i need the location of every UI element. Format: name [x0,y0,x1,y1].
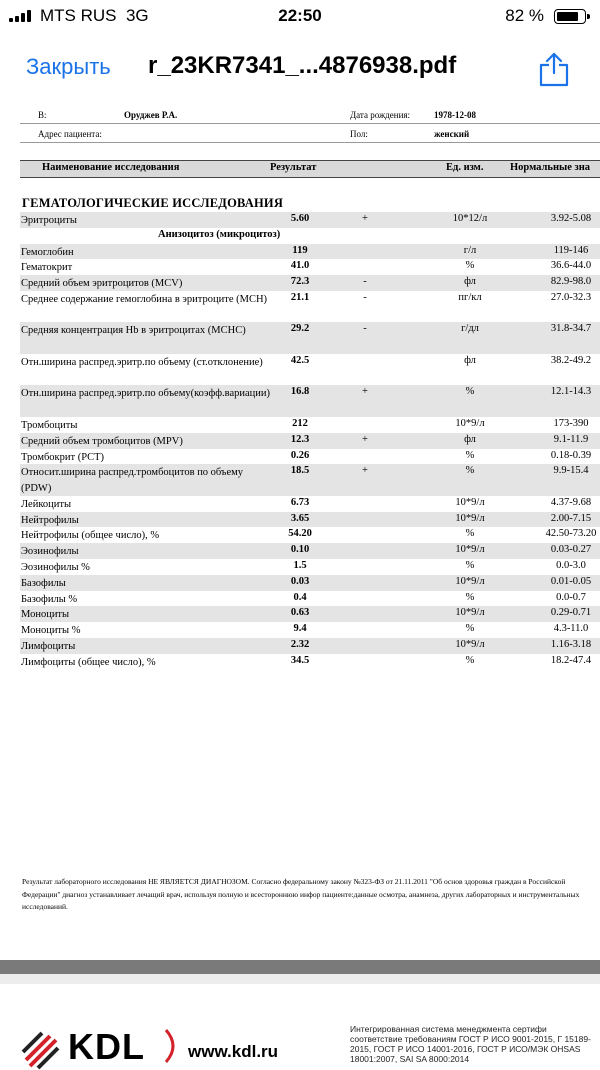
test-name: Средний объем эритроцитов (MCV) [21,278,183,290]
test-unit: 10*9/л [455,417,485,429]
test-result: 2.32 [290,639,310,651]
sex-value: женский [434,129,470,139]
header-unit: Ед. изм. [446,162,484,173]
test-unit: 10*9/л [455,544,485,556]
test-name: Лимфоциты [21,641,76,653]
test-name: Отн.ширина распред.эритр.по объему (ст.отклонение) [21,356,263,368]
test-result: 42.5 [290,354,310,366]
table-row [20,512,600,528]
test-unit: фл [464,433,476,445]
test-unit: 10*9/л [455,639,485,651]
test-name: Нейтрофилы (общее число), % [21,530,160,542]
close-button[interactable]: Закрыть [26,54,111,79]
table-row [20,433,600,449]
test-result: 0.10 [290,544,310,556]
test-norm: 0.0-3.0 [556,560,586,572]
test-result: 0.26 [290,449,310,461]
test-norm: 27.0-32.3 [550,291,592,303]
table-row [20,354,600,386]
table-row [20,575,600,591]
battery-icon [554,9,586,24]
test-norm: 12.1-14.3 [550,386,592,398]
table-row [20,496,600,512]
birth-date-value: 1978-12-08 [434,110,476,120]
test-name: Эритроциты [21,215,77,226]
test-norm: 82.9-98.0 [550,276,592,288]
page-gap [0,974,600,984]
test-unit: 10*9/л [455,607,485,619]
test-unit: % [465,623,475,635]
test-name: Эозинофилы [21,546,79,558]
header-divider [20,142,600,143]
table-row [20,385,600,417]
table-row [20,638,600,654]
row-note: Анизоцитоз (микроцитоз) [158,228,281,240]
test-result: 3.65 [290,512,310,524]
test-norm: 0.01-0.05 [550,575,592,587]
table-row [20,654,600,670]
test-name: Эозинофилы % [21,562,90,574]
table-row [20,228,600,244]
share-icon[interactable] [537,51,571,87]
pdf-page-footer [0,984,600,1066]
test-name: Гемоглобин [21,246,74,258]
table-row [20,417,600,433]
nav-bar [0,34,600,100]
test-norm: 0.03-0.27 [550,544,592,556]
disclaimer: Результат лабораторного исследования НЕ ЯВЛЯЕТСЯ ДИАГНОЗОМ. Согласно федеральному закону №323-ФЗ от 21.11.2011 "Об основ здоровья граждан в Российской Федерации" диагноз устанавливает лечащий врач, используя полную и всестороннюю инфор пациенте:данные осмотра, анамнеза, других лабораторных и инструментальных исследований. [22,877,580,911]
test-norm: 0.0-0.7 [556,591,586,603]
result-flag: + [362,213,368,224]
table-row [20,322,600,354]
test-norm: 0.18-0.39 [550,449,592,461]
table-row [20,527,600,543]
test-result: 29.2 [290,323,310,335]
birth-date-label: Дата рождения: [350,110,411,120]
header-name: Наименование исследования [42,162,180,173]
test-name: Относит.ширина распред.тромбоцитов по объему (PDW) [21,467,243,494]
brand-arc-icon [162,1028,182,1064]
table-row [20,591,600,607]
test-norm: 4.3-11.0 [553,623,589,635]
test-result: 18.5 [290,465,310,477]
test-norm: 18.2-47.4 [550,654,592,666]
test-name: Тромбокрит (PCT) [21,451,104,463]
address-label: Адрес пациента: [38,129,102,139]
table-row [20,606,600,622]
test-unit: % [465,654,475,666]
test-unit: 10*9/л [455,512,485,524]
test-norm: 38.2-49.2 [550,354,592,366]
test-result: 16.8 [290,386,310,398]
test-result: 54.20 [288,528,312,540]
test-unit: 10*12/л [452,213,488,224]
test-unit: % [465,591,475,603]
clock: 22:50 [278,6,322,25]
document-title: r_23KR7341_...4876938.pdf [148,52,457,79]
website-link[interactable]: www.kdl.ru [188,1042,279,1061]
to-label: В: [38,110,47,120]
result-flag: + [362,465,368,477]
network-type: 3G [125,6,149,25]
brand-name: KDL [68,1026,145,1067]
header-norm: Нормальные зна [510,162,591,173]
patient-name: Оруджев Р.А. [124,110,178,120]
result-flag: - [363,291,367,303]
test-result: 119 [292,244,308,256]
kdl-logo-icon [20,1030,60,1070]
table-header [20,160,600,178]
test-result: 72.3 [290,276,310,288]
test-result: 1.5 [293,560,307,572]
table-row [20,622,600,638]
test-norm: 9.9-15.4 [553,465,589,477]
test-norm: 9.1-11.9 [553,433,589,445]
test-result: 41.0 [290,260,310,272]
table-row [20,464,600,496]
test-name: Отн.ширина распред.эритр.по объему(коэфф.вариации) [21,388,271,400]
sex-label: Пол: [350,129,368,139]
battery-fill [557,12,578,21]
test-norm: 31.8-34.7 [550,323,592,335]
section-title: ГЕМАТОЛОГИЧЕСКИЕ ИССЛЕДОВАНИЯ [22,196,284,210]
test-norm: 36.6-44.0 [550,260,592,272]
result-flag: - [363,323,367,335]
test-result: 0.03 [290,575,310,587]
test-name: Гематокрит [21,262,73,274]
result-flag: + [362,386,368,398]
test-result: 0.4 [293,591,307,603]
table-row [20,212,600,228]
test-name: Среднее содержание гемоглобина в эритроците (МСН) [21,293,268,305]
test-unit: 10*9/л [455,496,485,508]
results-table [20,212,600,670]
test-name: Базофилы % [21,593,78,605]
test-unit: фл [464,276,476,288]
test-result: 21.1 [290,291,310,303]
test-unit: % [465,560,475,572]
test-norm: 0.29-0.71 [550,607,592,619]
pdf-page [0,100,600,960]
table-row [20,291,600,323]
test-norm: 2.00-7.15 [550,512,592,524]
status-bar [0,0,600,34]
test-result: 12.3 [290,433,310,445]
test-norm: 173-390 [553,417,589,429]
test-result: 9.4 [293,623,307,635]
test-name: Лейкоциты [21,498,72,510]
test-result: 5.60 [290,213,310,224]
result-flag: + [362,433,368,445]
header-result: Результат [270,162,317,173]
table-row [20,275,600,291]
result-flag: - [363,276,367,288]
test-norm: 1.16-3.18 [550,639,592,651]
test-unit: % [465,465,475,477]
test-name: Средний объем тромбоцитов (MPV) [21,435,183,447]
table-row [20,449,600,465]
test-unit: пг/кл [458,291,482,303]
test-name: Моноциты % [21,625,81,637]
test-result: 6.73 [290,496,310,508]
test-unit: г/л [463,244,477,256]
test-norm: 3.92-5.08 [550,213,592,224]
table-row [20,559,600,575]
test-name: Нейтрофилы [21,514,79,526]
battery-percent: 82 % [505,6,544,25]
test-result: 34.5 [290,654,310,666]
test-norm: 42.50-73.20 [545,528,597,540]
test-unit: г/дл [461,323,479,335]
test-unit: % [465,260,475,272]
test-name: Средняя концентрация Hb в эритроцитах (МСНС) [21,325,246,337]
test-norm: 119-146 [553,244,589,256]
test-result: 212 [292,417,308,429]
carrier-label: MTS RUS 3G [40,6,149,25]
test-unit: % [465,449,475,461]
test-name: Моноциты [21,609,70,621]
test-unit: % [465,386,475,398]
test-unit: 10*9/л [455,575,485,587]
header-divider [20,123,600,124]
table-row [20,244,600,260]
test-name: Лимфоциты (общее число), % [21,656,156,668]
page-divider [0,960,600,974]
test-norm: 4.37-9.68 [550,496,592,508]
certification-text: Интегрированная система менеджмента сертифи соответствие требованиям ГОСТ Р ИСО 9001-2015, Г 15189-2015, ГОСТ Р ИСО 14001-2016, ГОСТ Р ИСО/МЭК OHSAS 18001:2007, SAI SA 8000:2014 [350,1024,591,1064]
test-result: 0.63 [290,607,310,619]
test-unit: % [465,528,475,540]
table-row [20,543,600,559]
test-name: Базофилы [21,577,66,589]
test-name: Тромбоциты [21,419,78,431]
table-row [20,259,600,275]
test-unit: фл [464,354,476,366]
